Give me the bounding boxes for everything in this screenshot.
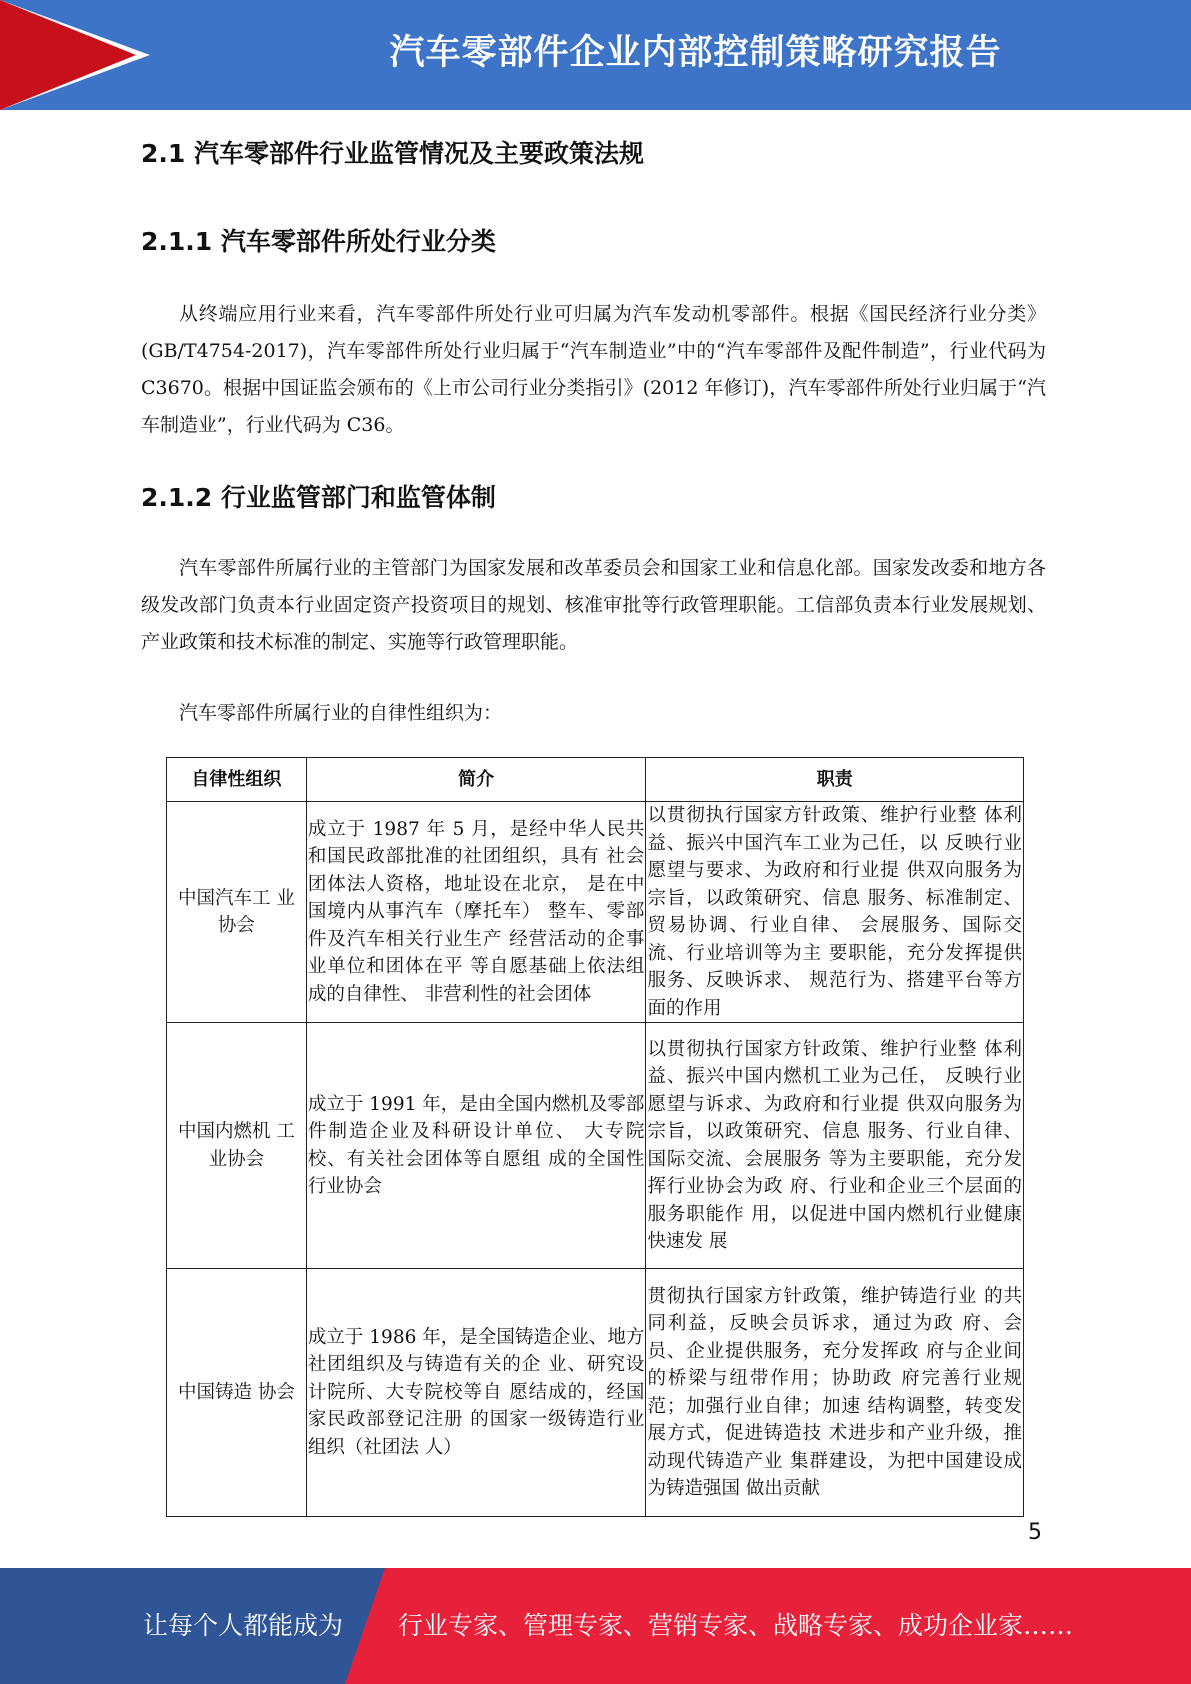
industry-classification-paragraph: 从终端应用行业来看，汽车零部件所处行业可归属为汽车发动机零部件。根据《国民经济行业分类》(GB/T4754-2017)，汽车零部件所处行业归属于“汽车制造业”中的“汽车零部件及配件制造”，行业代码为 C3670。根据中国证监会颁布的《上市公司行业分类指引》(2012 年修订)，汽车零部件所处行业归属于“汽车制造业”，行业代码为 C36。 [141,303,1046,436]
org-name: 中国铸造 协会 [167,1269,307,1517]
org-intro: 成立于 1986 年，是全国铸造企业、地方社团组织及与铸造有关的企 业、研究设计院所、大专院校等自 愿结成的，经国家民政部登记注册 的国家一级铸造行业组织（社团法 人） [306,1269,646,1517]
org-intro: 成立于 1991 年，是由全国内燃机及零部件制造企业及科研设计单位、 大专院校、有关社会团体等自愿组 成的全国性行业协会 [306,1023,646,1269]
footer-slogan-right: 行业专家、管理专家、营销专家、战略专家、成功企业家…… [398,1611,1074,1640]
page-number: 5 [1028,1520,1042,1545]
section-2-1-heading: 2.1 汽车零部件行业监管情况及主要政策法规 [141,139,644,168]
table-row [167,1023,1024,1269]
org-duty: 以贯彻执行国家方针政策、维护行业整 体利益、振兴中国汽车工业为己任，以 反映行业愿望与要求、为政府和行业提 供双向服务为宗旨，以政策研究、信息 服务、标准制定、贸易协调、行业自律、 会展服务、国际交流、行业培训等为主 要职能，充分发挥提供服务、反映诉求、 规范行为、搭建平台等方面的作用 [646,802,1024,1023]
section-2-1-2-heading: 2.1.2 行业监管部门和监管体制 [141,483,496,512]
footer-banner [0,1568,1191,1684]
column-header-intro: 简介 [306,758,646,802]
table-row [167,1269,1024,1517]
header-banner [0,0,1191,110]
column-header-duty: 职责 [646,758,1024,802]
self-regulatory-org-table [166,757,1024,1517]
table-header-row [167,758,1024,802]
self-regulatory-intro: 汽车零部件所属行业的自律性组织为： [179,702,503,724]
org-name: 中国汽车工 业协会 [167,802,307,1023]
regulator-paragraph: 汽车零部件所属行业的主管部门为国家发展和改革委员会和国家工业和信息化部。国家发改委和地方各级发改部门负责本行业固定资产投资项目的规划、核准审批等行政管理职能。工信部负责本行业发展规划、产业政策和技术标准的制定、实施等行政管理职能。 [141,557,1046,653]
section-2-1-1-heading: 2.1.1 汽车零部件所处行业分类 [141,227,496,256]
table-row [167,802,1024,1023]
footer-slogan-left: 让每个人都能成为 [143,1611,344,1640]
column-header-org: 自律性组织 [167,758,307,802]
org-duty: 以贯彻执行国家方针政策、维护行业整 体利益、振兴中国内燃机工业为己任， 反映行业愿望与诉求、为政府和行业提 供双向服务为宗旨，以政策研究、信息 服务、行业自律、国际交流、会展服务 等为主要职能，充分发挥行业协会为政 府、行业和企业三个层面的服务职能作 用，以促进中国内燃机行业健康快速发 展 [646,1023,1024,1269]
org-name: 中国内燃机 工业协会 [167,1023,307,1269]
org-intro: 成立于 1987 年 5 月，是经中华人民共和国民政部批准的社团组织，具有 社会团体法人资格，地址设在北京， 是在中国境内从事汽车（摩托车） 整车、零部件及汽车相关行业生产 经营活动的企事业单位和团体在平 等自愿基础上依法组成的自律性、 非营利性的社会团体 [306,802,646,1023]
org-duty: 贯彻执行国家方针政策，维护铸造行业 的共同利益，反映会员诉求，通过为政 府、会员、企业提供服务，充分发挥政 府与企业间的桥梁与纽带作用；协助政 府完善行业规范；加强行业自律；加速 结构调整，转变发展方式，促进铸造技 术进步和产业升级，推动现代铸造产业 集群建设，为把中国建设成为铸造强国 做出贡献 [646,1269,1024,1517]
report-title: 汽车零部件企业内部控制策略研究报告 [389,33,1002,73]
header-arrow [0,0,136,110]
